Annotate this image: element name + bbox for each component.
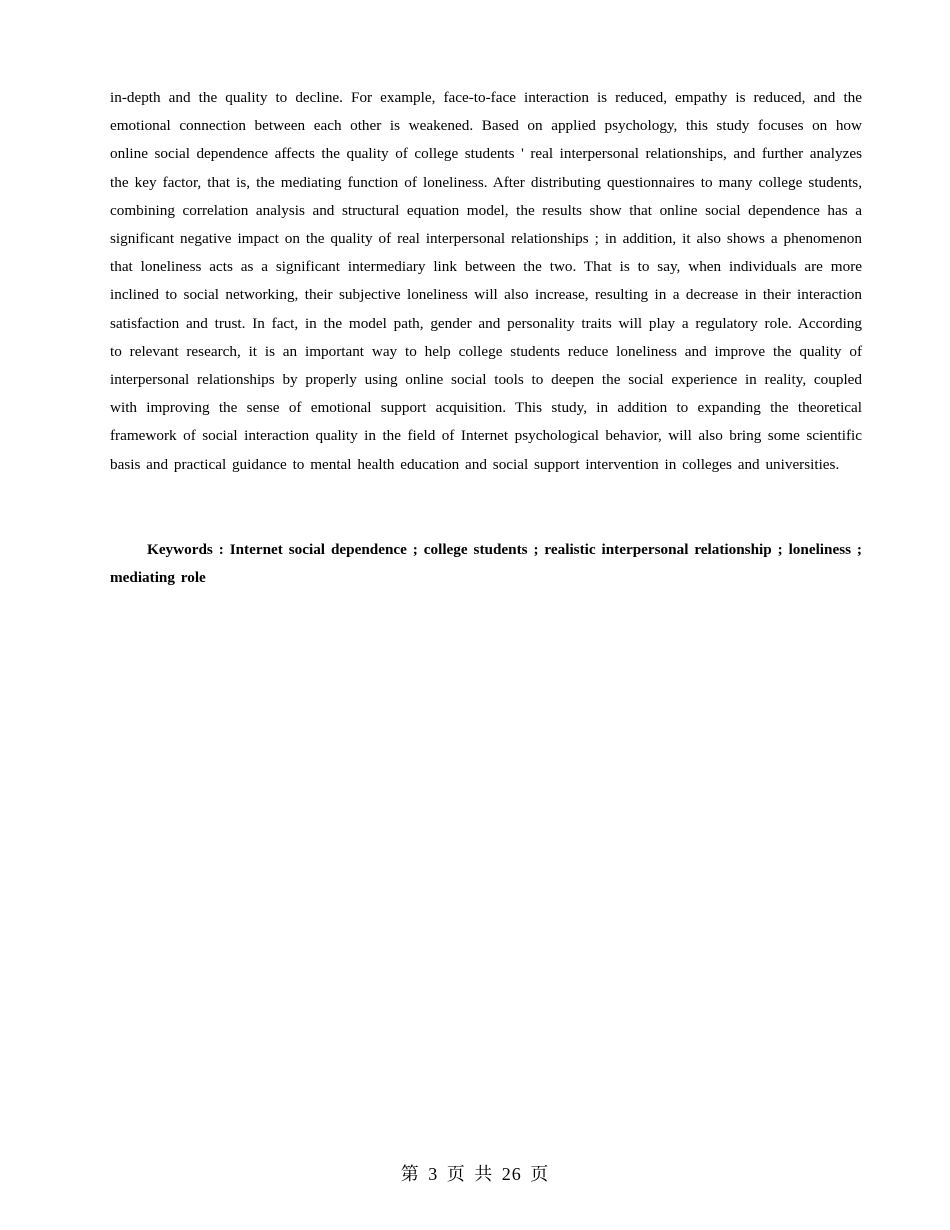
page-number-footer: 第 3 页 共 26 页 xyxy=(400,1164,550,1184)
keywords-paragraph: Keywords : Internet social dependence ; college students ; realistic interpersonal relationship ; loneliness ; mediating role xyxy=(110,541,862,587)
abstract-body-paragraph: in-depth and the quality to decline. For example, face-to-face interaction is reduced, empathy is reduced, and the emotional connection between each other is weakened. Based on applied psychology, this study focuses on how online social dependence affects the quality of college students ' real interpersonal relationships, and further analyzes the key factor, that is, the mediating function of loneliness. After distributing questionnaires to many college students, combining correlation analysis and structural equation model, the results show that online social dependence has a significant negative impact on the quality of real interpersonal relationships ; in addition, it also shows a phenomenon that loneliness acts as a significant intermediary link between the two. That is to say, when individuals are more inclined to social networking, their subjective loneliness will also increase, resulting in a decrease in their interaction satisfaction and trust. In fact, in the model path, gender and personality traits will play a regulatory role. According to relevant research, it is an important way to help college students reduce loneliness and improve the quality of interpersonal relationships by properly using online social tools to deepen the social experience in reality, coupled with improving the sense of emotional support acquisition. This study, in addition to expanding the theoretical framework of social interaction quality in the field of Internet psychological behavior, will also bring some scientific basis and practical guidance to mental health education and social support intervention in colleges and universities. xyxy=(110,89,862,473)
